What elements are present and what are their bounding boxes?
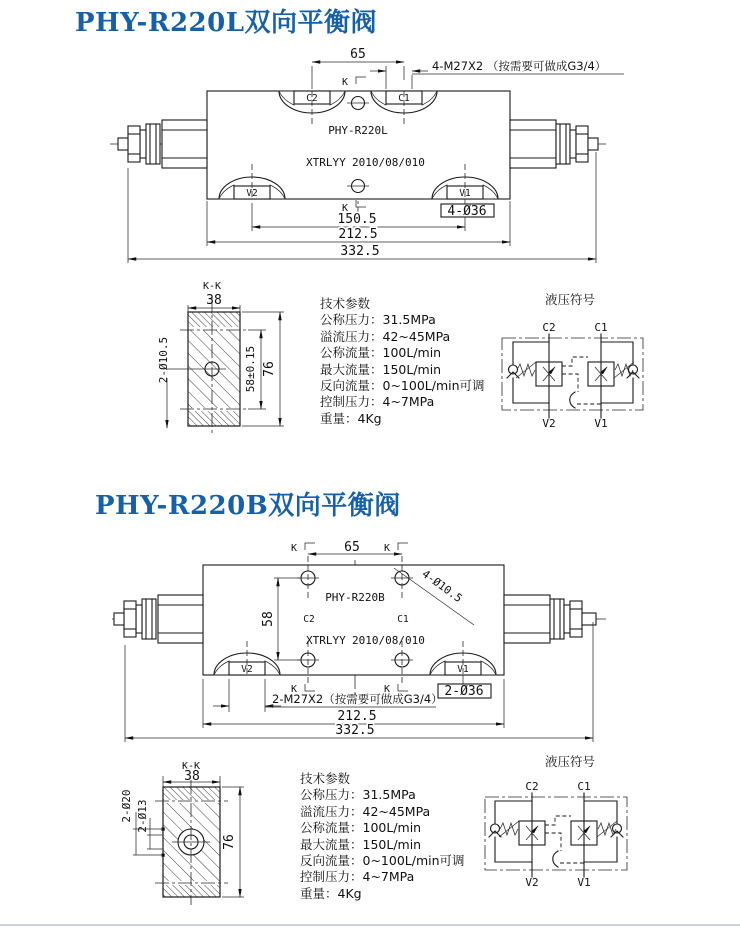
- thread-note: [370, 59, 624, 89]
- section-mark-k: K: [383, 543, 391, 554]
- section-mark-k-top: K: [341, 77, 349, 88]
- page-title-r220b: PHY-R220B双向平衡阀: [95, 491, 401, 521]
- kk-title: K-K: [202, 281, 222, 292]
- svg-text:212.5: 212.5: [337, 709, 377, 724]
- hole-note-2d105: 2-Ø10.5: [157, 336, 170, 384]
- hole-note-2d36: [438, 675, 491, 699]
- port-label-v1: V1: [457, 664, 469, 675]
- symbol-c1: C1: [594, 321, 608, 334]
- param-line: 重量：4Kg: [320, 410, 382, 426]
- svg-text:4-Ø36: 4-Ø36: [447, 204, 487, 219]
- param-line: 溢流压力：42~45MPa: [300, 803, 431, 819]
- symbol-v1: V1: [594, 417, 608, 430]
- param-line: 最大流量：150L/min: [300, 836, 422, 852]
- symbol-v1: V1: [577, 876, 591, 889]
- tech-params-title: 技术参数: [320, 296, 371, 311]
- hydraulic-symbol-r220b: [485, 754, 627, 889]
- svg-text:4-M27X2 （按需要可做成G3/4）: 4-M27X2 （按需要可做成G3/4）: [432, 59, 607, 73]
- dim-65: 65: [344, 540, 360, 555]
- dim-65: [312, 47, 404, 89]
- dim-58-015: 58±0.15: [244, 345, 257, 393]
- port-label-v2: V2: [241, 664, 253, 675]
- section-mark-k: K: [290, 684, 298, 695]
- maker-stamp: XTRLYY: [306, 156, 346, 169]
- symbol-v2: V2: [542, 417, 556, 430]
- port-label-c2: C2: [303, 614, 315, 625]
- right-fitting: [510, 120, 598, 168]
- kk-section-r220b: [120, 761, 244, 905]
- svg-text:4-Ø10.5: 4-Ø10.5: [419, 567, 465, 606]
- param-line: 公称流量：100L/min: [300, 820, 422, 836]
- front-view-r220b: [112, 540, 606, 742]
- maker-stamp: XTRLYY: [306, 634, 346, 647]
- dim-76: 76: [222, 834, 237, 850]
- hole-note-2d13: 2-Ø13: [136, 799, 149, 833]
- port-label-c1: C1: [397, 614, 409, 625]
- port-label-c2: C2: [306, 93, 318, 104]
- svg-text:58: 58: [261, 611, 276, 627]
- hydraulic-symbol-r220l: [502, 292, 643, 430]
- kk-section-r220l: [157, 281, 284, 436]
- param-line: 重量：4Kg: [300, 885, 362, 901]
- svg-text:2-M27X2（按需要可做成G3/4）: 2-M27X2（按需要可做成G3/4）: [272, 692, 443, 706]
- svg-text:150.5: 150.5: [337, 212, 377, 227]
- param-line: 控制压力：4~7MPa: [320, 394, 435, 410]
- page-title-r220l: PHY-R220L双向平衡阀: [75, 8, 378, 38]
- date-stamp: 2010/08/010: [352, 634, 425, 647]
- param-line: 公称压力：31.5MPa: [300, 787, 416, 803]
- date-stamp: 2010/08/010: [352, 156, 425, 169]
- symbol-v2: V2: [525, 876, 539, 889]
- dim-76: 76: [262, 361, 277, 377]
- symbol-title: 液压符号: [544, 754, 596, 769]
- model-stamp: PHY-R220B: [325, 591, 385, 604]
- dim-38: 38: [206, 293, 222, 308]
- param-line: 最大流量：150L/min: [320, 361, 442, 377]
- right-fitting: [504, 595, 596, 643]
- hole-notes-left: [120, 789, 165, 856]
- section-mark-k: K: [290, 543, 298, 554]
- param-line: 反向流量：0~100L/min可调: [320, 378, 485, 394]
- param-line: 溢流压力：42~45MPa: [320, 328, 451, 344]
- symbol-title: 液压符号: [544, 292, 596, 307]
- front-view-r220l: [110, 47, 624, 263]
- section-mark-k-bottom: K: [341, 203, 349, 214]
- symbol-c1: C1: [577, 780, 591, 793]
- svg-text:2-Ø36: 2-Ø36: [444, 684, 484, 699]
- hole-note-4d36: [441, 199, 494, 231]
- svg-text:332.5: 332.5: [340, 244, 380, 259]
- symbol-c2: C2: [525, 780, 539, 793]
- tech-params-title: 技术参数: [300, 771, 351, 786]
- page-footer-divider: [0, 924, 740, 926]
- param-line: 公称流量：100L/min: [320, 345, 442, 361]
- svg-text:332.5: 332.5: [335, 723, 375, 738]
- thread-note: [213, 679, 443, 712]
- section-mark-k: K: [383, 684, 391, 695]
- svg-text:65: 65: [350, 47, 366, 62]
- svg-text:212.5: 212.5: [338, 227, 378, 242]
- kk-title: K-K: [181, 761, 201, 772]
- param-line: 控制压力：4~7MPa: [300, 869, 415, 885]
- dim-38: 38: [184, 769, 200, 784]
- port-label-c1: C1: [398, 93, 410, 104]
- param-line: 公称压力：31.5MPa: [320, 312, 436, 328]
- symbol-c2: C2: [542, 321, 556, 334]
- port-label-v1: V1: [459, 188, 471, 199]
- param-line: 反向流量：0~100L/min可调: [300, 853, 465, 869]
- port-label-v2: V2: [246, 188, 258, 199]
- hole-note-2d20: 2-Ø20: [120, 789, 133, 823]
- left-fitting: [118, 120, 207, 168]
- model-stamp: PHY-R220L: [328, 124, 388, 137]
- left-fitting: [114, 595, 203, 643]
